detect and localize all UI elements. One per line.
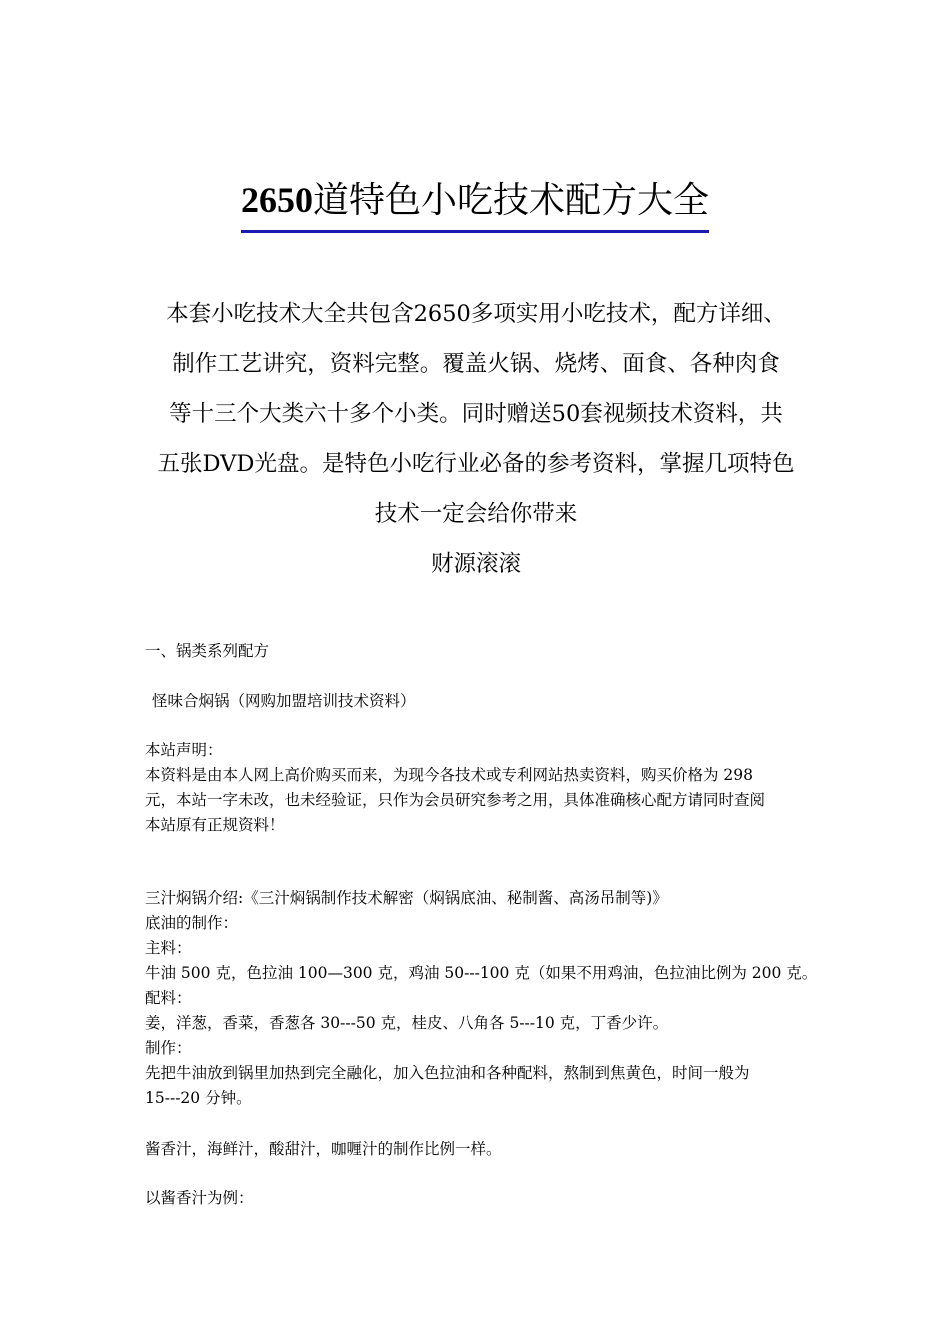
sauces-note: 酱香汁，海鲜汁，酸甜汁，咖喱汁的制作比例一样。 xyxy=(145,1140,502,1158)
intro-line: 等十三个大类六十多个小类。同时赠送50套视频技术资料，共 xyxy=(169,401,783,427)
intro-line: 财源滚滚 xyxy=(430,551,521,577)
document-title xyxy=(0,176,950,225)
base-oil-heading: 底油的制作： xyxy=(145,914,239,932)
title-underline xyxy=(241,230,709,233)
intro-line: 制作工艺讲究，资料完整。覆盖火锅、烧烤、面食、各种肉食 xyxy=(172,351,780,377)
recipe-block xyxy=(145,886,825,1111)
section-heading: 一、锅类系列配方 xyxy=(145,642,270,660)
disclaimer-label: 本站声明： xyxy=(145,741,223,759)
subheading: 怪味合焖锅（网购加盟培训技术资料） xyxy=(152,692,416,710)
example-heading: 以酱香汁为例： xyxy=(145,1189,254,1207)
disclaimer-line: 本站原有正规资料！ xyxy=(145,816,285,834)
title-text: 道特色小吃技术配方大全 xyxy=(312,180,709,221)
main-ingredients-text: 牛油 500 克，色拉油 100—300 克，鸡油 50---100 克（如果不用鸡油，色拉油比例为 200 克。 xyxy=(145,964,818,982)
disclaimer-line: 元，本站一字未改，也未经验证，只作为会员研究参考之用，具体准确核心配方请同时查阅 xyxy=(145,791,766,809)
main-ingredients-label: 主料： xyxy=(145,939,192,957)
intro-line: 本套小吃技术大全共包含2650多项实用小吃技术，配方详细、 xyxy=(166,301,786,327)
intro-paragraph xyxy=(140,289,812,589)
disclaimer-line: 本资料是由本人网上高价购买而来，为现今各技术或专利网站热卖资料，购买价格为 298 xyxy=(145,766,754,784)
aux-ingredients-label: 配料： xyxy=(145,989,192,1007)
recipe-intro: 三汁焖锅介绍:《三汁焖锅制作技术解密（焖锅底油、秘制酱、高汤吊制等)》 xyxy=(145,889,668,907)
intro-line: 技术一定会给你带来 xyxy=(374,501,578,527)
method-line: 先把牛油放到锅里加热到完全融化，加入色拉油和各种配料，熬制到焦黄色，时间一般为 xyxy=(145,1064,750,1082)
disclaimer-block xyxy=(145,738,825,838)
intro-line: 五张DVD光盘。是特色小吃行业必备的参考资料，掌握几项特色 xyxy=(157,451,795,477)
title-number: 2650 xyxy=(240,180,313,220)
method-line: 15---20 分钟。 xyxy=(145,1089,252,1107)
aux-ingredients-text: 姜，洋葱，香菜，香葱各 30---50 克，桂皮、八角各 5---10 克，丁香少许。 xyxy=(145,1014,669,1032)
method-label: 制作： xyxy=(145,1039,192,1057)
